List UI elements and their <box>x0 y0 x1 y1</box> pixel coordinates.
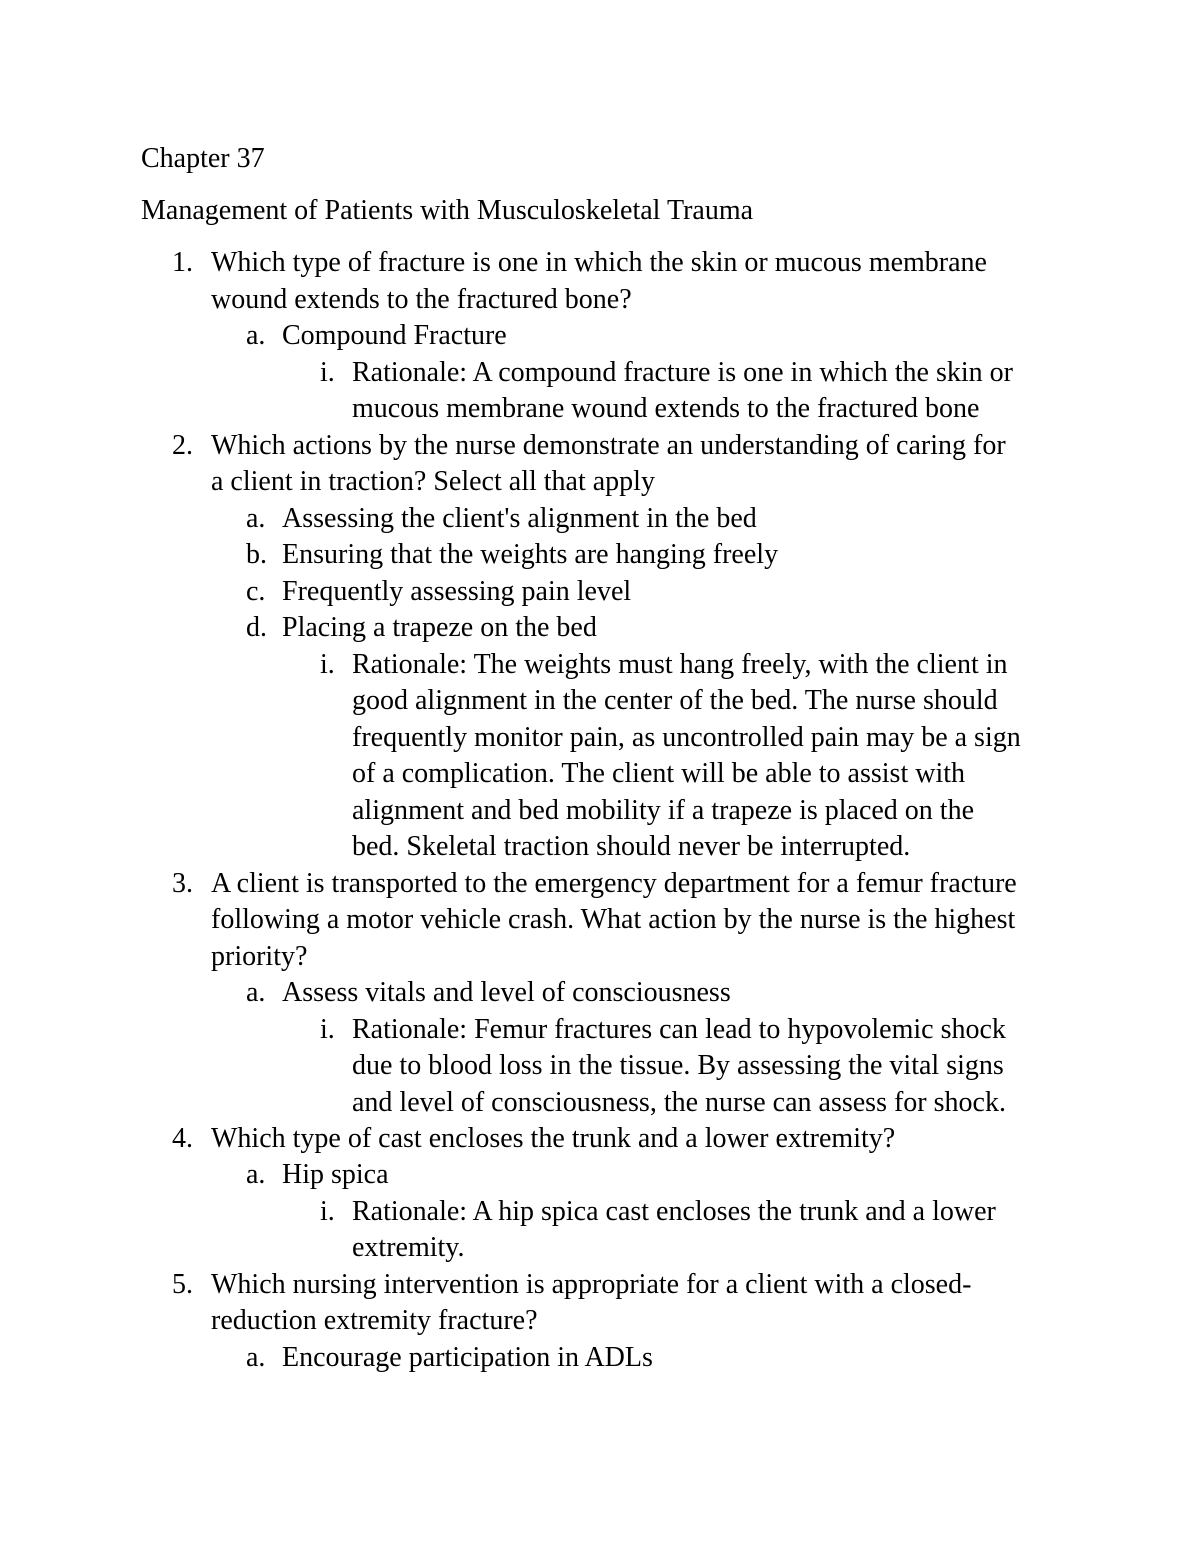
answer-text: Encourage participation in ADLs <box>282 1342 653 1373</box>
answer-letter: a. <box>246 977 266 1008</box>
rationale-text-line: and level of consciousness, the nurse can assess for shock. <box>352 1087 1006 1118</box>
question-number: 1. <box>172 247 193 278</box>
question-text-line: Which type of fracture is one in which the skin or mucous membrane <box>211 247 987 278</box>
answer-letter: c. <box>246 576 266 607</box>
question-number: 2. <box>172 430 193 461</box>
answer-text: Placing a trapeze on the bed <box>282 612 597 643</box>
rationale-text-line: Rationale: A hip spica cast encloses the trunk and a lower <box>352 1196 996 1227</box>
rationale-text-line: alignment and bed mobility if a trapeze is placed on the <box>352 795 975 826</box>
rationale-text-line: Rationale: The weights must hang freely, with the client in <box>352 649 1008 680</box>
question-text-line: A client is transported to the emergency department for a femur fracture <box>211 868 1017 899</box>
answer-text: Assess vitals and level of consciousness <box>282 977 731 1008</box>
rationale-text-line: Rationale: Femur fractures can lead to hypovolemic shock <box>352 1014 1006 1045</box>
answer-letter: b. <box>246 539 267 570</box>
question-text-line: Which actions by the nurse demonstrate an understanding of caring for <box>211 430 1006 461</box>
question-text-line: following a motor vehicle crash. What action by the nurse is the highest <box>211 904 1016 935</box>
rationale-text-line: of a complication. The client will be able to assist with <box>352 758 966 789</box>
answer-letter: a. <box>246 1342 266 1373</box>
rationale-text-line: mucous membrane wound extends to the fractured bone <box>352 393 980 424</box>
chapter-heading: Chapter 37 <box>141 143 265 174</box>
rationale-text-line: frequently monitor pain, as uncontrolled pain may be a sign <box>352 722 1021 753</box>
answer-letter: a. <box>246 503 266 534</box>
question-text-line: priority? <box>211 941 308 972</box>
question-number: 3. <box>172 868 193 899</box>
question-text-line: Which nursing intervention is appropriate for a client with a closed- <box>211 1269 972 1300</box>
rationale-text-line: Rationale: A compound fracture is one in which the skin or <box>352 357 1013 388</box>
answer-text: Ensuring that the weights are hanging freely <box>282 539 779 570</box>
answer-text: Compound Fracture <box>282 320 507 351</box>
rationale-text-line: due to blood loss in the tissue. By assessing the vital signs <box>352 1050 1004 1081</box>
rationale-marker: i. <box>320 357 335 388</box>
rationale-text-line: extremity. <box>352 1232 465 1263</box>
answer-text: Hip spica <box>282 1159 389 1190</box>
question-text-line: reduction extremity fracture? <box>211 1305 538 1336</box>
question-text-line: a client in traction? Select all that apply <box>211 466 655 497</box>
answer-letter: a. <box>246 1159 266 1190</box>
question-text-line: wound extends to the fractured bone? <box>211 284 632 315</box>
rationale-marker: i. <box>320 1014 335 1045</box>
question-text-line: Which type of cast encloses the trunk and a lower extremity? <box>211 1123 896 1154</box>
rationale-marker: i. <box>320 649 335 680</box>
question-number: 4. <box>172 1123 193 1154</box>
rationale-text-line: bed. Skeletal traction should never be interrupted. <box>352 831 911 862</box>
document-title: Management of Patients with Musculoskeletal Trauma <box>141 195 754 226</box>
answer-text: Assessing the client's alignment in the bed <box>282 503 757 534</box>
rationale-text-line: good alignment in the center of the bed. The nurse should <box>352 685 998 716</box>
question-number: 5. <box>172 1269 193 1300</box>
answer-text: Frequently assessing pain level <box>282 576 632 607</box>
answer-letter: a. <box>246 320 266 351</box>
answer-letter: d. <box>246 612 267 643</box>
rationale-marker: i. <box>320 1196 335 1227</box>
